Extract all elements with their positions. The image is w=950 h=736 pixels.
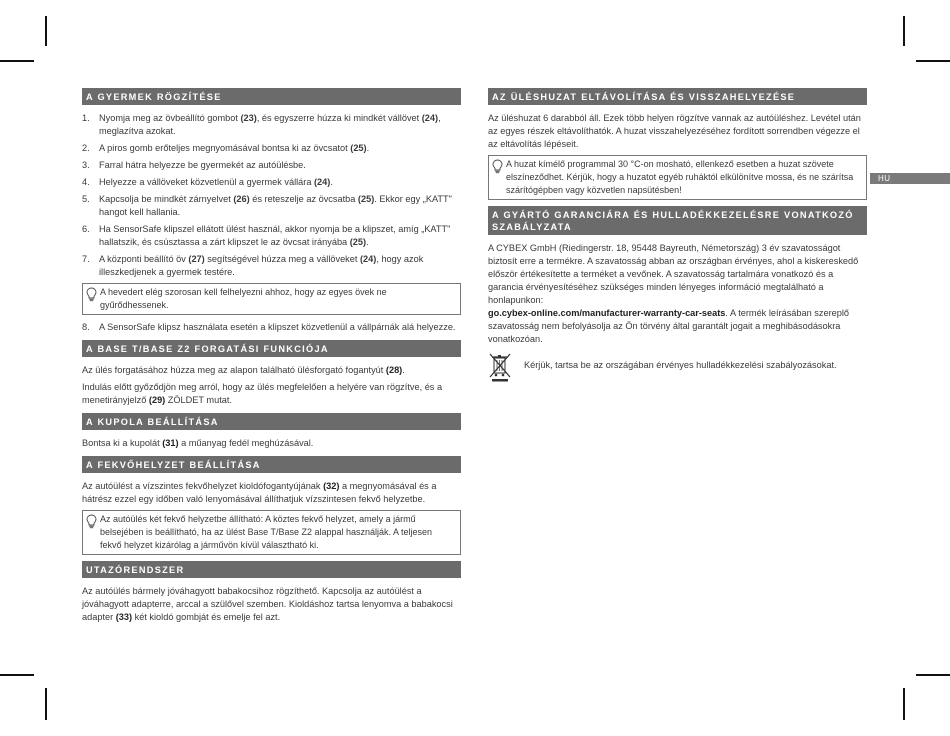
section-heading: A GYÁRTÓ GARANCIÁRA ÉS HULLADÉKKEZELÉSRE VONATKOZÓ SZABÁLYZATA bbox=[488, 206, 867, 235]
lightbulb-icon bbox=[492, 159, 503, 174]
section-seat-cover bbox=[488, 88, 867, 200]
left-column bbox=[82, 88, 461, 630]
step-text: A piros gomb erőteljes megnyomásával bontsa ki az övcsatot (25). bbox=[99, 143, 370, 153]
crop-mark bbox=[45, 16, 47, 46]
section-warranty bbox=[488, 206, 867, 384]
note-text: A hevedert elég szorosan kell felhelyezni ahhoz, hogy az egyes övek ne gyűrődhessenek. bbox=[100, 287, 387, 310]
right-column bbox=[488, 88, 867, 390]
disposal-text: Kérjük, tartsa be az országában érvényes hulladékkezelési szabályozásokat. bbox=[524, 360, 837, 370]
step-number: 5. bbox=[82, 194, 90, 204]
step-number: 3. bbox=[82, 160, 90, 170]
steps-list bbox=[82, 321, 461, 334]
section-recline bbox=[82, 456, 461, 555]
section-heading: AZ ÜLÉSHUZAT ELTÁVOLÍTÁSA ÉS VISSZAHELYEZÉSE bbox=[488, 88, 867, 105]
step-number: 8. bbox=[82, 322, 90, 332]
step-number: 4. bbox=[82, 177, 90, 187]
list-item bbox=[82, 193, 461, 219]
paragraph: Az autóülés bármely jóváhagyott babakocsihoz rögzíthető. Kapcsolja az autóülést a jóváhagyott adapterre, arccal a szülővel szemben. Kioldáshoz tartsa lenyomva a babakocsi adapter (33) két kioldó gombját és emelje fel azt. bbox=[82, 586, 453, 622]
crop-mark bbox=[903, 16, 905, 46]
list-item bbox=[82, 112, 461, 138]
note-text: Az autóülés két fekvő helyzetbe állítható: A köztes fekvő helyzet, amely a jármű belsejében is beállítható, ha az ülést Base T/Base Z2 alappal használják. A teljesen fekvő helyzet kizárólag a járművön kívül választható ki. bbox=[100, 514, 433, 550]
list-item bbox=[82, 253, 461, 279]
step-text: A központi beállító öv (27) segítségével húzza meg a vállöveket (24), hogy azok illeszkedjenek a gyermek testére. bbox=[99, 254, 424, 277]
note-box bbox=[82, 283, 461, 315]
crop-mark bbox=[903, 688, 905, 720]
section-heading: UTAZÓRENDSZER bbox=[82, 561, 461, 578]
steps-list bbox=[82, 112, 461, 279]
section-heading: A GYERMEK RÖGZÍTÉSE bbox=[82, 88, 461, 105]
step-text: Kapcsolja be mindkét zárnyelvet (26) és reteszelje az övcsatba (25). Ekkor egy „KATT" hangot kell hallania. bbox=[99, 194, 452, 217]
list-item bbox=[82, 159, 461, 172]
lightbulb-icon bbox=[86, 514, 97, 529]
crossed-bin-icon bbox=[488, 352, 512, 382]
paragraph: Az ülés forgatásához húzza meg az alapon található ülésforgató fogantyút (28). bbox=[82, 365, 405, 375]
step-number: 6. bbox=[82, 224, 90, 234]
step-text: Ha SensorSafe klipszel ellátott ülést használ, akkor nyomja be a klipszet, amíg „KATT" hallatszik, és csúsztassa a zárt klipszet le az övcsat irányába (25). bbox=[99, 224, 451, 247]
section-heading: A KUPOLA BEÁLLÍTÁSA bbox=[82, 413, 461, 430]
note-text: A huzat kímélő programmal 30 °C-on mosható, ellenkező esetben a huzat szövete elszíneződhet. Kérjük, hogy a huzatot egyéb ruháktól elkülönítve mossa, és ne szárítsa szárítógépben vagy közvetlen napsütésben! bbox=[506, 159, 854, 195]
warranty-text-end: . A termék leírásában szereplő szavatosság nem befolyásolja az Ön törvény által garantált jogait a meghibásodásokra vonatkozóan. bbox=[488, 308, 850, 344]
step-number: 7. bbox=[82, 254, 90, 264]
list-item bbox=[82, 223, 461, 249]
paragraph: Indulás előtt győződjön meg arról, hogy az ülés megfelelően a helyére van rögzítve, és a menetirányjelző (29) ZÖLDET mutat. bbox=[82, 382, 443, 405]
language-tab: HU bbox=[870, 173, 950, 184]
paragraph: Az autóülést a vízszintes fekvőhelyzet kioldófogantyújának (32) a megnyomásával és a hátrész ezzel egy időben való lenyomásával állíthatjuk vízszintesen fekvő helyzetbe. bbox=[82, 481, 437, 504]
step-text: Farral hátra helyezze be gyermekét az autóülésbe. bbox=[99, 160, 306, 170]
crop-mark bbox=[0, 60, 34, 62]
step-text: Nyomja meg az övbeállító gombot (23), és egyszerre húzza ki mindkét vállövet (24), meglazítva azokat. bbox=[99, 113, 441, 136]
step-text: A SensorSafe klipsz használata esetén a klipszet közvetlenül a vállpárnák alá helyezze. bbox=[99, 322, 456, 332]
section-heading: A FEKVŐHELYZET BEÁLLÍTÁSA bbox=[82, 456, 461, 473]
step-text: Helyezze a vállöveket közvetlenül a gyermek vállára (24). bbox=[99, 177, 333, 187]
list-item bbox=[82, 321, 461, 334]
step-number: 2. bbox=[82, 143, 90, 153]
warranty-text: A CYBEX GmbH (Riedingerstr. 18, 95448 Bayreuth, Németország) 3 év szavatosságot biztosít erre a termékre. A szavatosság abban az országban érvényes, ahol a kiskereskedő először értékesítette a terméket a vevőnek. A szavatosság tartalmára vonatkozó és a garancia érvényesítéséhez szükséges minden lényeges információ megtalálható a honlapunkon: bbox=[488, 243, 859, 305]
crop-mark bbox=[0, 674, 34, 676]
paragraph bbox=[488, 242, 867, 346]
note-box bbox=[488, 155, 867, 200]
lightbulb-icon bbox=[86, 287, 97, 302]
section-heading: A BASE T/BASE Z2 FORGATÁSI FUNKCIÓJA bbox=[82, 340, 461, 357]
list-item bbox=[82, 142, 461, 155]
list-item bbox=[82, 176, 461, 189]
paragraph: Az üléshuzat 6 darabból áll. Ezek több helyen rögzítve vannak az autóüléshez. Levétel után az egyes részek eltávolíthatók. A huzat visszahelyezéséhez fordított sorrendben végezze el az eltávolítás lépéseit. bbox=[488, 113, 861, 149]
warranty-link[interactable]: go.cybex-online.com/manufacturer-warranty-car-seats bbox=[488, 308, 726, 318]
crop-mark bbox=[916, 60, 950, 62]
note-box bbox=[82, 510, 461, 555]
section-child-fastening bbox=[82, 88, 461, 334]
section-travel-system bbox=[82, 561, 461, 624]
crop-mark bbox=[916, 674, 950, 676]
paragraph: Bontsa ki a kupolát (31) a műanyag fedél meghúzásával. bbox=[82, 438, 314, 448]
section-canopy bbox=[82, 413, 461, 450]
step-number: 1. bbox=[82, 113, 90, 123]
section-base-rotation bbox=[82, 340, 461, 407]
disposal-notice bbox=[488, 352, 867, 384]
crop-mark bbox=[45, 688, 47, 720]
